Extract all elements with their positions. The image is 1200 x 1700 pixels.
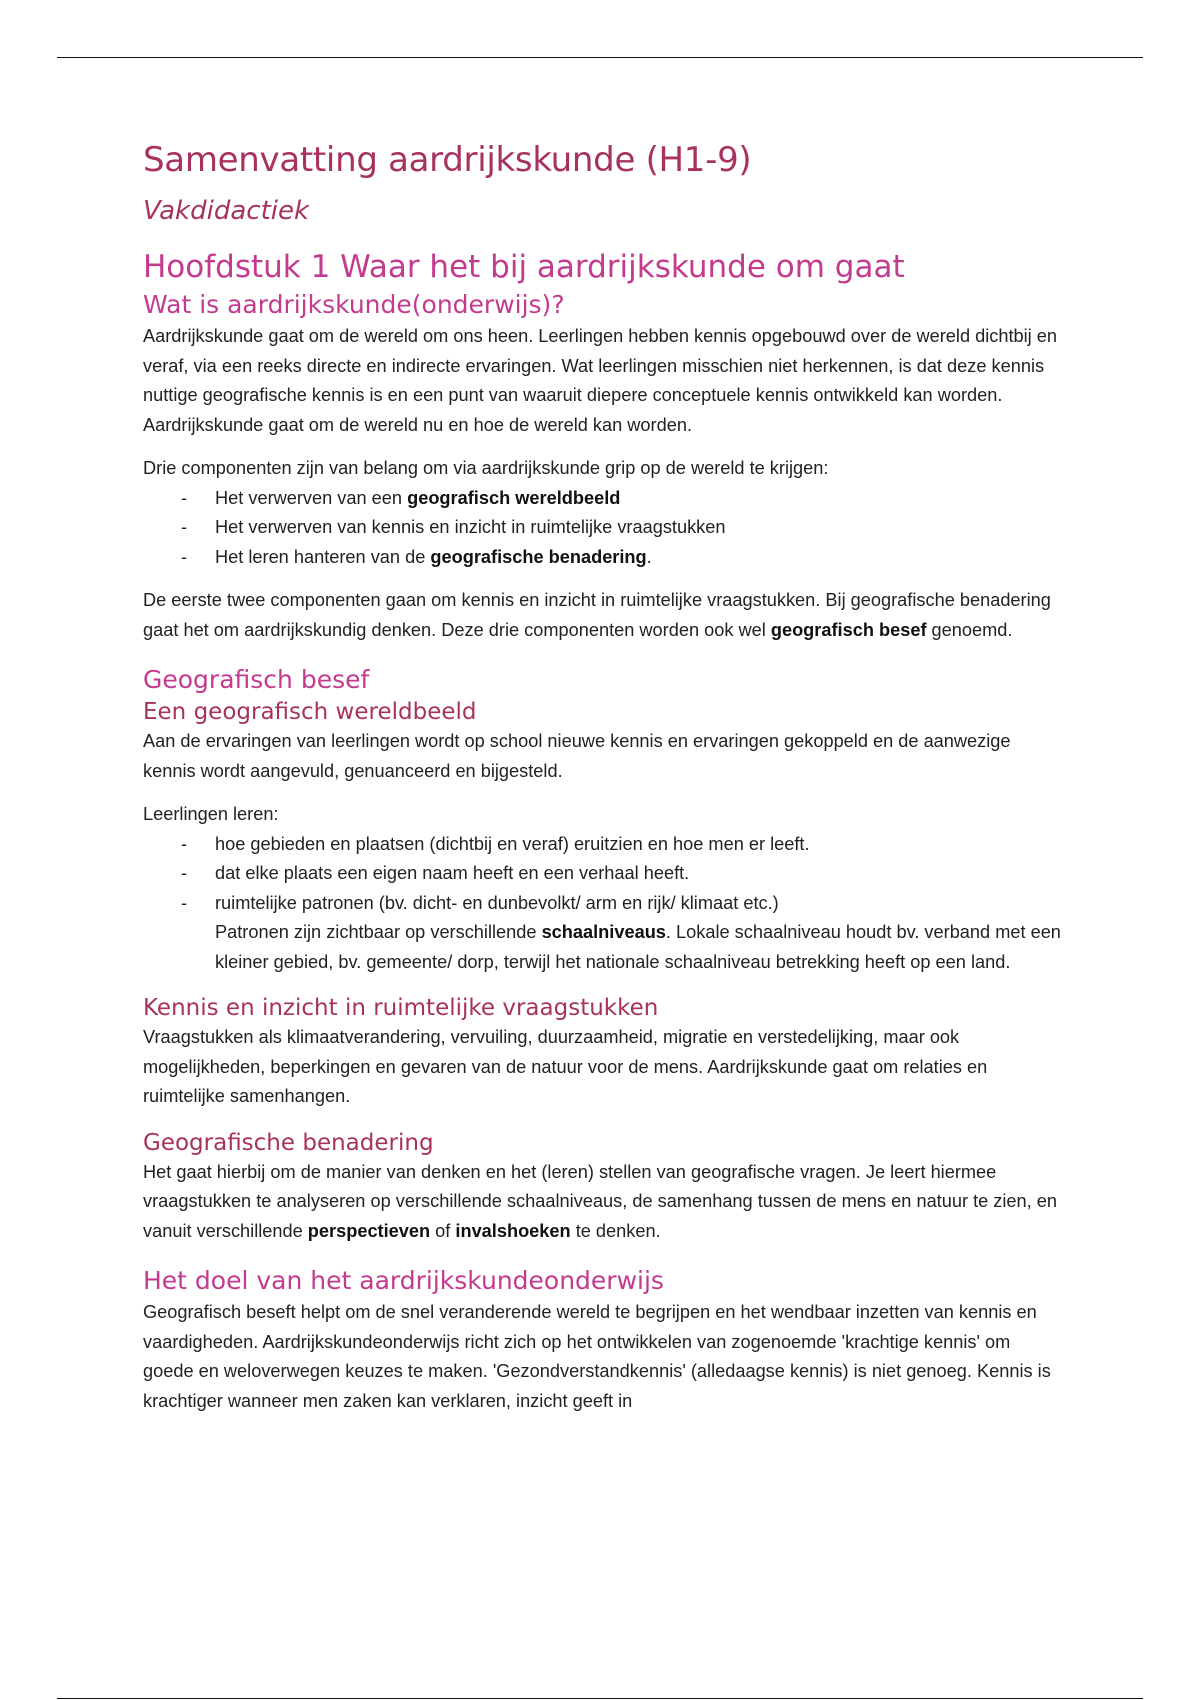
top-rule — [57, 57, 1143, 58]
dash-bullet: - — [181, 517, 188, 537]
list-item: - dat elke plaats een eigen naam heeft en een verhaal heeft. — [143, 859, 1063, 889]
subsection-heading-benadering: Geografische benadering — [143, 1129, 434, 1156]
paragraph-doel: Geografisch beseft helpt om de snel veranderende wereld te begrijpen en het wendbaar inzetten van kennis en vaardigheden. Aardrijkskundeonderwijs richt zich op het ontwikkelen van zogenoemde 'krachtige kennis' om goede en weloverwegen keuzes te maken. 'Gezondverstandkennis' (alledaagse kennis) is niet genoeg. Kennis is krachtiger wanneer men zaken kan verklaren, inzicht geeft in — [143, 1302, 1051, 1411]
learning-list — [143, 830, 1063, 978]
list-item: - hoe gebieden en plaatsen (dichtbij en veraf) eruitzien en hoe men er leeft. — [143, 830, 1063, 860]
paragraph-benadering: Het gaat hierbij om de manier van denken en het (leren) stellen van geografische vragen. Je leert hiermee vraagstukken te analyseren op verschillende schaalniveaus, de samenhang tussen de mens en natuur te zien, en vanuit verschillende perspectieven of invalshoeken te denken. — [143, 1161, 1057, 1241]
dash-bullet: - — [181, 863, 188, 883]
paragraph-wereldbeeld: Aan de ervaringen van leerlingen wordt op school nieuwe kennis en ervaringen gekoppeld en de aanwezige kennis wordt aangevuld, genuanceerd en bijgesteld. — [143, 731, 1011, 781]
paragraph-vraagstukken: Vraagstukken als klimaatverandering, vervuiling, duurzaamheid, migratie en verstedelijking, maar ook mogelijkheden, beperkingen en gevaren van de natuur voor de mens. Aardrijkskunde gaat om relaties en ruimtelijke samenhangen. — [143, 1027, 988, 1106]
components-list — [143, 484, 1063, 573]
paragraph-geografisch-besef: De eerste twee componenten gaan om kennis en inzicht in ruimtelijke vraagstukken. Bij geografische benadering gaat het om aardrijkskundig denken. Deze drie componenten worden ook wel geografisch besef genoemd. — [143, 590, 1051, 640]
section-heading-doel: Het doel van het aardrijkskundeonderwijs — [143, 1266, 664, 1295]
list-item: - Het leren hanteren van de geografische benadering. — [143, 543, 1063, 573]
paragraph-intro: Aardrijkskunde gaat om de wereld om ons heen. Leerlingen hebben kennis opgebouwd over de wereld dichtbij en veraf, via een reeks directe en indirecte ervaringen. Wat leerlingen misschien niet herkennen, is dat deze kennis nuttige geografische kennis is en een punt van waaruit diepere conceptuele kennis ontwikkeld kan worden. Aardrijkskunde gaat om de wereld nu en hoe de wereld kan worden. — [143, 326, 1058, 435]
subsection-heading-wereldbeeld: Een geografisch wereldbeeld — [143, 699, 477, 725]
document-page — [143, 140, 1063, 1416]
paragraph-components: Drie componenten zijn van belang om via aardrijkskunde grip op de wereld te krijgen: — [143, 458, 829, 478]
list-item: - Het verwerven van een geografisch wereldbeeld — [143, 484, 1063, 514]
bottom-rule — [57, 1698, 1143, 1699]
section-heading-geografisch-besef: Geografisch besef — [143, 665, 370, 694]
document-subtitle: Vakdidactiek — [143, 196, 310, 226]
dash-bullet: - — [181, 833, 188, 854]
paragraph-leerlingen-leren: Leerlingen leren: — [143, 804, 279, 824]
section-heading-what-is: Wat is aardrijkskunde(onderwijs)? — [143, 290, 565, 319]
document-title: Samenvatting aardrijkskunde (H1-9) — [143, 140, 752, 180]
dash-bullet: - — [181, 546, 188, 567]
subsection-heading-vraagstukken: Kennis en inzicht in ruimtelijke vraagstukken — [143, 995, 659, 1021]
dash-bullet: - — [181, 487, 188, 508]
list-item: - Het verwerven van kennis en inzicht in ruimtelijke vraagstukken — [143, 513, 1063, 543]
dash-bullet: - — [181, 892, 188, 913]
list-item: - ruimtelijke patronen (bv. dicht- en dunbevolkt/ arm en rijk/ klimaat etc.) Patronen zijn zichtbaar op verschillende schaalniveaus. Lokale schaalniveau houdt bv. verband met een kleiner gebied, bv. gemeente/ dorp, terwijl het nationale schaalniveau betrekking heeft op een land. — [143, 889, 1063, 978]
chapter-heading: Hoofdstuk 1 Waar het bij aardrijkskunde om gaat — [143, 249, 905, 285]
